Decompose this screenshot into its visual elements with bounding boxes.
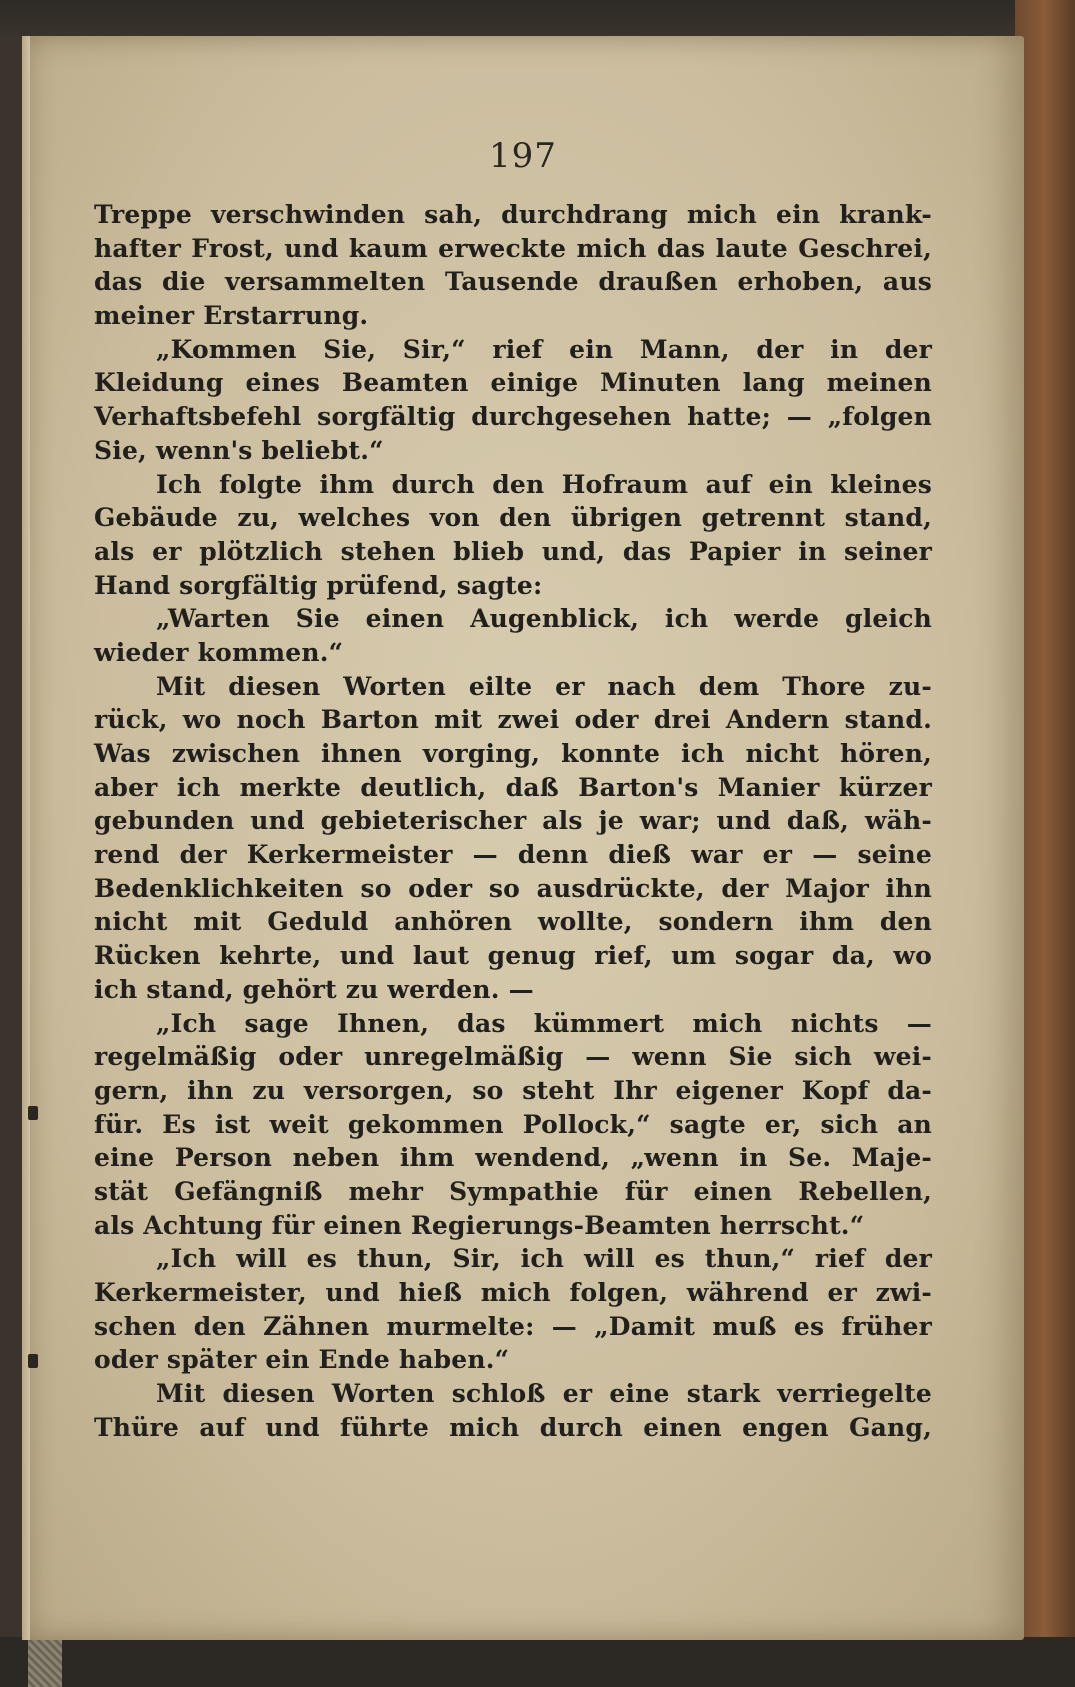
- book-cover-bottom: [0, 1637, 1075, 1687]
- text-line: Mit diesen Worten eilte er nach dem Thore zu-: [156, 671, 932, 701]
- text-line: Sie, wenn's beliebt.“: [94, 435, 384, 465]
- text-line: stät Gefängniß mehr Sympathie für einen Rebellen,: [94, 1176, 932, 1206]
- text-line: eine Person neben ihm wendend, „wenn in Se. Maje-: [94, 1143, 932, 1173]
- text-line: ich stand, gehört zu werden. —: [94, 974, 534, 1004]
- page-number: 197: [489, 136, 557, 176]
- text-line: meiner Erstarrung.: [94, 301, 369, 331]
- text-line: wieder kommen.“: [94, 637, 344, 667]
- text-line: oder später ein Ende haben.“: [94, 1345, 510, 1375]
- text-line: Treppe verschwinden sah, durchdrang mich ein krank-: [94, 200, 932, 229]
- text-line: „Ich will es thun, Sir, ich will es thun,“ rief der: [156, 1244, 932, 1274]
- text-line: „Ich sage Ihnen, das kümmert mich nichts —: [156, 1008, 932, 1038]
- text-line: „Warten Sie einen Augenblick, ich werde gleich: [156, 604, 932, 634]
- page-gutter: [22, 36, 30, 1640]
- text-line: rend der Kerkermeister — denn dieß war er — seine: [94, 840, 932, 870]
- text-line: hafter Frost, und kaum erweckte mich das laute Geschrei,: [94, 233, 932, 263]
- book-page: [22, 36, 1024, 1640]
- text-line: schen den Zähnen murmelte: — „Damit muß es früher: [94, 1311, 932, 1341]
- text-line: gern, ihn zu versorgen, so steht Ihr eigener Kopf da-: [94, 1075, 932, 1105]
- text-line: als Achtung für einen Regierungs-Beamten herrscht.“: [94, 1210, 865, 1240]
- text-line: das die versammelten Tausende draußen erhoben, aus: [94, 267, 932, 297]
- text-line: Rücken kehrte, und laut genug rief, um sogar da, wo: [94, 941, 932, 971]
- text-line: Was zwischen ihnen vorging, konnte ich nicht hören,: [94, 739, 932, 768]
- spine-mark: [28, 1354, 38, 1368]
- text-line: gebunden und gebieterischer als je war; und daß, wäh-: [94, 806, 932, 836]
- text-line: Mit diesen Worten schloß er eine stark verriegelte: [156, 1379, 932, 1409]
- text-line: regelmäßig oder unregelmäßig — wenn Sie sich wei-: [94, 1042, 932, 1072]
- text-line: Bedenklichkeiten so oder so ausdrückte, der Major ihn: [94, 873, 932, 903]
- book-cover-top: [0, 0, 1075, 38]
- text-line: Thüre auf und führte mich durch einen engen Gang,: [94, 1412, 932, 1442]
- text-line: rück, wo noch Barton mit zwei oder drei Andern stand.: [94, 705, 932, 735]
- text-line: Gebäude zu, welches von den übrigen getrennt stand,: [94, 503, 932, 533]
- text-line: aber ich merkte deutlich, daß Barton's Manier kürzer: [94, 772, 932, 802]
- spine-mark: [28, 1106, 38, 1120]
- book-cover-edge: [1015, 0, 1075, 1687]
- text-line: Kerkermeister, und hieß mich folgen, während er zwi-: [94, 1278, 932, 1307]
- text-line: Verhaftsbefehl sorgfältig durchgesehen hatte; — „folgen: [94, 402, 932, 432]
- text-line: Ich folgte ihm durch den Hofraum auf ein kleines: [156, 469, 932, 499]
- text-line: für. Es ist weit gekommen Pollock,“ sagte er, sich an: [94, 1109, 932, 1139]
- text-line: Hand sorgfältig prüfend, sagte:: [94, 570, 543, 600]
- text-line: nicht mit Geduld anhören wollte, sondern ihm den: [94, 907, 932, 937]
- body-text: [94, 198, 932, 1444]
- text-line: „Kommen Sie, Sir,“ rief ein Mann, der in der: [156, 334, 932, 364]
- text-line: als er plötzlich stehen blieb und, das Papier in seiner: [94, 536, 932, 566]
- text-line: Kleidung eines Beamten einige Minuten lang meinen: [94, 368, 932, 398]
